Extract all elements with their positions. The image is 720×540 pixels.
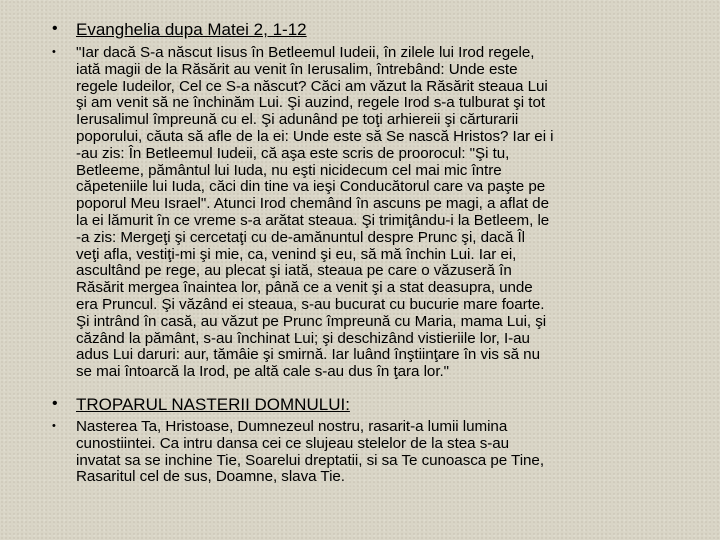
- gospel-line: veţi afla, vestiţi-mi şi mie, ca, venind şi eu, să mă închin Lui. Iar ei,: [76, 245, 517, 263]
- bullet-marker: •: [52, 46, 56, 58]
- gospel-line: căzând la pământ, s-au închinat Lui; şi deschizând vistieriile lor, I-au: [76, 329, 530, 347]
- gospel-line: Ierusalimul împreună cu el. Şi adunând pe toţi arhiereii şi cărturarii: [76, 111, 519, 129]
- gospel-line: adus Lui daruri: aur, tămâie şi smirnă. Iar luând înştiinţare în vis să nu: [76, 346, 540, 364]
- gospel-line: poporul Meu Israel". Atunci Irod chemând în ascuns pe magi, a aflat de: [76, 195, 549, 213]
- gospel-line: şi am venit să ne închinăm Lui. Şi auzind, regele Irod s-a tulburat şi tot: [76, 94, 546, 112]
- gospel-line: "Iar dacă S-a născut Iisus în Betleemul Iudeii, în zilele lui Irod regele,: [76, 44, 535, 61]
- gospel-line: -au zis: În Betleemul Iudeii, că aşa este scris de proorocul: "Şi tu,: [76, 144, 510, 162]
- gospel-line: regele Iudeilor, Cel ce S-a născut? Căci am văzut la Răsărit steaua Lui: [76, 77, 548, 95]
- troparion-line: invatat sa se inchine Tie, Soarelui dreptatii, si sa Te cunoasca pe Tine,: [76, 451, 544, 469]
- troparion-line: cunostiintei. Ca intru dansa cei ce slujeau stelelor de la stea s-au: [76, 434, 510, 452]
- gospel-line: la ei lămurit în ce vreme s-a arătat steaua. Şi trimiţându-i la Betleem, le: [76, 211, 550, 229]
- gospel-heading: Evanghelia dupa Matei 2, 1-12: [76, 20, 307, 39]
- bullet-marker: •: [52, 395, 58, 412]
- gospel-line: ascultând pe rege, au plecat şi iată, steaua pe care o văzuseră în: [76, 262, 512, 280]
- troparion-text: [76, 419, 696, 486]
- gospel-line: Betleeme, pământul lui Iuda, nu eşti nicidecum cel mai mic între: [76, 161, 502, 179]
- troparion-heading: TROPARUL NASTERII DOMNULUI:: [76, 395, 350, 414]
- bullet-marker: •: [52, 420, 56, 432]
- gospel-line: Răsărit mergea înaintea lor, până ce a venit şi a stat deasupra, unde: [76, 279, 533, 297]
- troparion-line: Nasterea Ta, Hristoase, Dumnezeul nostru, rasarit-a lumii lumina: [76, 418, 508, 435]
- gospel-line: căpeteniile lui Iuda, căci din tine va ieşi Conducătorul care va paşte pe: [76, 178, 546, 196]
- gospel-line: Şi intrând în casă, au văzut pe Prunc împreună cu Maria, mama Lui, şi: [76, 312, 547, 330]
- gospel-text: [76, 45, 696, 381]
- gospel-line: -a zis: Mergeţi şi cercetaţi cu de-amănuntul despre Prunc şi, dacă Îl: [76, 228, 526, 246]
- gospel-line: era Pruncul. Şi văzând ei steaua, s-au bucurat cu bucurie mare foarte.: [76, 295, 545, 313]
- gospel-line: poporului, căuta să afle de la ei: Unde este să Se nască Hristos? Iar ei i: [76, 127, 554, 145]
- troparion-line: Rasaritul cel de sus, Doamne, slava Tie.: [76, 468, 345, 486]
- gospel-line: se mai întoarcă la Irod, pe altă cale s-au dus în ţara lor.": [76, 363, 449, 381]
- gospel-line: iată magii de la Răsărit au venit în Ierusalim, întrebând: Unde este: [76, 60, 518, 78]
- bullet-marker: •: [52, 20, 58, 37]
